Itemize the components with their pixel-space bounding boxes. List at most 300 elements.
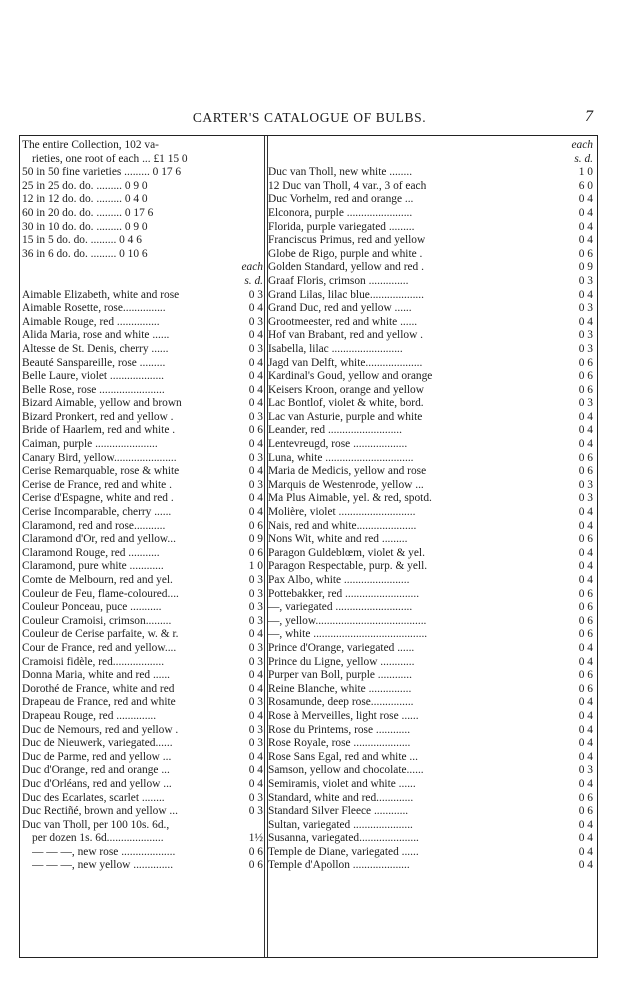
variety-price: 0 9 [578, 261, 593, 274]
catalogue-row [268, 832, 595, 846]
catalogue-row [268, 560, 595, 574]
catalogue-row [268, 778, 595, 792]
catalogue-row [268, 642, 595, 656]
variety-name: Bizard Aimable, yellow and brown [22, 397, 182, 410]
variety-name: Cramoisi fidèle, red.................. [22, 655, 165, 668]
variety-name: Florida, purple variegated ......... [268, 220, 415, 233]
variety-name: Couleur Ponceau, puce ........... [22, 601, 162, 614]
variety-price: 0 6 [248, 845, 263, 858]
catalogue-row [22, 683, 265, 697]
catalogue-row [22, 180, 265, 194]
catalogue-row [22, 724, 265, 738]
variety-price: 0 6 [578, 791, 593, 804]
variety-price: 0 4 [578, 546, 593, 559]
variety-price: 0 4 [248, 709, 263, 722]
catalogue-row [22, 479, 265, 493]
variety-name: — — —, new rose ................... [32, 845, 176, 858]
catalogue-row [268, 792, 595, 806]
variety-name: Comte de Melbourn, red and yel. [22, 574, 173, 586]
variety-name: Luna, white ............................... [268, 451, 414, 464]
catalogue-row [22, 193, 265, 207]
variety-name: Jagd van Delft, white.................... [268, 356, 423, 369]
variety-price: 0 3 [248, 574, 263, 586]
variety-price: 1½ [248, 832, 263, 845]
catalogue-row [268, 506, 595, 520]
catalogue-row [22, 248, 265, 262]
variety-price: 0 4 [578, 845, 593, 858]
catalogue-row [268, 261, 595, 275]
variety-price: 0 4 [578, 220, 593, 233]
catalogue-row [268, 357, 595, 371]
variety-name: Susanna, variegated..................... [268, 832, 419, 845]
variety-name: Aimable Rosette, rose............... [22, 302, 166, 315]
catalogue-row [268, 479, 595, 493]
catalogue-row [22, 846, 265, 860]
variety-price: 0 4 [248, 777, 263, 790]
catalogue-row [22, 656, 265, 670]
variety-name: Bride of Haarlem, red and white . [22, 424, 176, 437]
variety-name: Duc van Tholl, per 100 10s. 6d., [22, 818, 170, 831]
catalogue-row [22, 710, 265, 724]
variety-name: Prince du Ligne, yellow ............ [268, 655, 415, 668]
variety-name: Pax Albo, white ....................... [268, 574, 410, 586]
variety-price: 0 4 [248, 506, 263, 519]
catalogue-row [22, 628, 265, 642]
catalogue-row [268, 805, 595, 819]
variety-price: each [241, 261, 263, 274]
catalogue-table [19, 135, 598, 958]
variety-price: 0 3 [248, 655, 263, 668]
variety-name: Caiman, purple ...................... [22, 438, 158, 451]
variety-price: 0 4 [248, 302, 263, 315]
catalogue-row [268, 588, 595, 602]
variety-name: Keisers Kroon, orange and yellow [268, 383, 424, 396]
variety-price: 0 4 [248, 370, 263, 383]
catalogue-row [22, 751, 265, 765]
catalogue-row [22, 737, 265, 751]
catalogue-row [22, 357, 265, 371]
variety-name: Belle Rose, rose ....................... [22, 383, 165, 396]
catalogue-row [22, 166, 265, 180]
variety-name: per dozen 1s. 6d.................... [32, 832, 164, 845]
variety-price: 0 3 [248, 805, 263, 818]
variety-name: 60 in 20 do. do. ......... 0 17 6 [22, 206, 154, 219]
catalogue-row [268, 492, 595, 506]
catalogue-row [22, 642, 265, 656]
variety-price: 0 4 [578, 655, 593, 668]
variety-name: 50 in 50 fine varieties ......... 0 17 6 [22, 166, 182, 179]
variety-price: 0 4 [578, 438, 593, 451]
catalogue-row [22, 615, 265, 629]
variety-name: Graaf Floris, crimson .............. [268, 274, 409, 287]
variety-price: 0 6 [578, 370, 593, 383]
variety-price: 0 4 [578, 506, 593, 519]
variety-name: Canary Bird, yellow...................... [22, 451, 177, 464]
variety-price: 0 3 [578, 397, 593, 410]
variety-price: 0 3 [248, 342, 263, 355]
catalogue-row [268, 180, 595, 194]
catalogue-row [22, 805, 265, 819]
variety-name: Cerise Remarquable, rose & white [22, 465, 180, 478]
variety-price: 0 4 [248, 465, 263, 478]
catalogue-row [22, 778, 265, 792]
catalogue-row [268, 275, 595, 289]
variety-price: 0 3 [248, 478, 263, 491]
variety-name: —, variegated ........................... [268, 601, 413, 614]
catalogue-row [268, 547, 595, 561]
catalogue-row [268, 601, 595, 615]
variety-name: Aimable Rouge, red ............... [22, 315, 160, 328]
variety-price: 0 3 [248, 315, 263, 328]
catalogue-row [268, 751, 595, 765]
catalogue-row [22, 234, 265, 248]
page-title: CARTER'S CATALOGUE OF BULBS. [192, 110, 427, 125]
variety-price: 0 3 [248, 451, 263, 464]
catalogue-row [22, 153, 265, 167]
variety-price: 0 6 [248, 859, 263, 872]
variety-price: 0 4 [578, 410, 593, 423]
variety-price: 0 4 [248, 682, 263, 695]
variety-price: 0 3 [248, 737, 263, 750]
variety-price: 0 6 [578, 451, 593, 464]
variety-price: 0 3 [248, 791, 263, 804]
catalogue-row [22, 424, 265, 438]
catalogue-row [22, 275, 265, 289]
catalogue-row [22, 384, 265, 398]
variety-name: Duc des Ecarlates, scarlet ........ [22, 791, 165, 804]
catalogue-row [22, 669, 265, 683]
catalogue-row [22, 316, 265, 330]
catalogue-row [22, 221, 265, 235]
catalogue-row [268, 724, 595, 738]
catalogue-row [22, 560, 265, 574]
variety-name: 36 in 6 do. do. ......... 0 10 6 [22, 247, 148, 260]
variety-price: s. d. [574, 152, 593, 165]
catalogue-row [22, 588, 265, 602]
catalogue-row [268, 316, 595, 330]
variety-name: Grootmeester, red and white ...... [268, 315, 418, 328]
catalogue-row [268, 139, 595, 153]
variety-name: Cour de France, red and yellow.... [22, 641, 177, 654]
variety-name: Couleur de Cerise parfaite, w. & r. [22, 628, 179, 641]
variety-name: Claramond d'Or, red and yellow... [22, 533, 176, 546]
variety-name: Rosamunde, deep rose............... [268, 696, 414, 709]
variety-name: Cerise Incomparable, cherry ...... [22, 506, 172, 519]
catalogue-row [268, 819, 595, 833]
catalogue-row [22, 832, 265, 846]
variety-price: s. d. [244, 274, 263, 287]
variety-name: Cerise d'Espagne, white and red . [22, 492, 174, 505]
catalogue-row [268, 207, 595, 221]
variety-name: 25 in 25 do. do. ......... 0 9 0 [22, 179, 148, 192]
variety-price: 0 3 [248, 696, 263, 709]
catalogue-row [22, 465, 265, 479]
catalogue-row [22, 329, 265, 343]
catalogue-row [22, 520, 265, 534]
variety-name: Marquis de Westenrode, yellow ... [268, 478, 424, 491]
variety-name: Donna Maria, white and red ...... [22, 669, 171, 682]
variety-name: Drapeau Rouge, red .............. [22, 709, 157, 722]
variety-name: Drapeau de France, red and white [22, 696, 176, 709]
catalogue-row [22, 438, 265, 452]
catalogue-row [268, 683, 595, 697]
catalogue-row [22, 452, 265, 466]
catalogue-row [268, 465, 595, 479]
variety-price: 6 0 [578, 179, 593, 192]
variety-name: Ma Plus Aimable, yel. & red, spotd. [268, 492, 432, 505]
variety-price: 0 3 [248, 410, 263, 423]
variety-price: 0 4 [248, 329, 263, 342]
variety-price: 0 4 [578, 288, 593, 301]
catalogue-row [268, 615, 595, 629]
catalogue-row [268, 520, 595, 534]
variety-name: Claramond, pure white ............ [22, 560, 164, 573]
catalogue-row [22, 859, 265, 873]
variety-price: each [571, 139, 593, 151]
variety-name: Duc d'Orléans, red and yellow ... [22, 777, 172, 790]
variety-price: 0 6 [248, 546, 263, 559]
catalogue-row [268, 846, 595, 860]
catalogue-row [22, 302, 265, 316]
variety-name: Duc Vorhelm, red and orange ... [268, 193, 414, 206]
catalogue-row [22, 533, 265, 547]
variety-price: 0 3 [578, 302, 593, 315]
catalogue-row [22, 574, 265, 588]
catalogue-row [22, 289, 265, 303]
variety-name: Lentevreugd, rose ................... [268, 438, 408, 451]
variety-price: 0 6 [578, 356, 593, 369]
catalogue-row [268, 574, 595, 588]
variety-price: 0 3 [578, 329, 593, 342]
variety-price: 0 4 [578, 832, 593, 845]
catalogue-row [268, 452, 595, 466]
catalogue-row [268, 193, 595, 207]
variety-price: 1 0 [578, 166, 593, 179]
variety-price: 0 4 [248, 764, 263, 777]
variety-name: The entire Collection, 102 va- [22, 139, 159, 151]
variety-name: Rose du Printems, rose ............ [268, 723, 411, 736]
variety-price: 0 6 [578, 587, 593, 600]
variety-price: 0 4 [248, 669, 263, 682]
variety-name: Molière, violet ........................... [268, 506, 416, 519]
variety-name: Claramond Rouge, red ........... [22, 546, 160, 559]
catalogue-row [268, 696, 595, 710]
variety-name: Temple de Diane, variegated ...... [268, 845, 419, 858]
variety-price: 0 6 [578, 465, 593, 478]
variety-name: Rose Royale, rose .................... [268, 737, 411, 750]
variety-price: 0 4 [248, 438, 263, 451]
catalogue-row [22, 506, 265, 520]
variety-name: Hof van Brabant, red and yellow . [268, 329, 423, 342]
catalogue-row [22, 261, 265, 275]
catalogue-row [22, 601, 265, 615]
variety-name: Standard, white and red............. [268, 791, 414, 804]
left-column [22, 139, 265, 873]
variety-price: 0 4 [578, 777, 593, 790]
variety-name: Nais, red and white..................... [268, 519, 417, 532]
catalogue-row [22, 792, 265, 806]
catalogue-row [22, 397, 265, 411]
catalogue-row [268, 710, 595, 724]
variety-name: Duc d'Orange, red and orange ... [22, 764, 170, 777]
variety-price: 0 4 [578, 737, 593, 750]
variety-price: 0 3 [248, 288, 263, 301]
variety-name: Prince d'Orange, variegated ...... [268, 641, 415, 654]
variety-price: 0 6 [578, 533, 593, 546]
variety-price: 0 4 [248, 383, 263, 396]
catalogue-row [268, 424, 595, 438]
catalogue-row [22, 492, 265, 506]
variety-name: Dorothé de France, white and red [22, 682, 175, 695]
variety-name: Nons Wit, white and red ......... [268, 533, 408, 546]
variety-price: 0 3 [578, 274, 593, 287]
variety-price: 0 3 [248, 723, 263, 736]
variety-name: Duc de Nieuwerk, variegated...... [22, 737, 173, 750]
variety-name: Leander, red .......................... [268, 424, 402, 437]
catalogue-row [268, 384, 595, 398]
variety-name: Maria de Medicis, yellow and rose [268, 465, 427, 478]
variety-name: Rose Sans Egal, red and white ... [268, 750, 418, 763]
variety-name: Alida Maria, rose and white ...... [22, 329, 170, 342]
variety-price: 0 4 [578, 750, 593, 763]
variety-name: Franciscus Primus, red and yellow [268, 234, 426, 247]
page-number: 7 [585, 108, 593, 125]
variety-name: Claramond, red and rose........... [22, 519, 166, 532]
variety-price: 0 3 [248, 614, 263, 627]
catalogue-row [22, 370, 265, 384]
catalogue-row [268, 533, 595, 547]
variety-price: 0 6 [578, 601, 593, 614]
catalogue-row [268, 166, 595, 180]
variety-name: Aimable Elizabeth, white and rose [22, 288, 180, 301]
catalogue-row [22, 411, 265, 425]
catalogue-row [22, 696, 265, 710]
variety-name: —, white ........................................ [268, 628, 428, 641]
variety-name: Elconora, purple ....................... [268, 206, 413, 219]
variety-price: 0 4 [248, 750, 263, 763]
variety-name: —, yellow....................................... [268, 614, 427, 627]
variety-price: 0 6 [578, 614, 593, 627]
variety-name: Duc Rectiñé, brown and yellow ... [22, 805, 178, 818]
catalogue-row [268, 153, 595, 167]
variety-name: Isabella, lilac ......................... [268, 342, 403, 355]
catalogue-row [268, 234, 595, 248]
variety-name: Rose à Merveilles, light rose ...... [268, 709, 419, 722]
variety-name: Lac Bontlof, violet & white, bord. [268, 397, 424, 410]
catalogue-row [268, 656, 595, 670]
page-header [22, 108, 597, 130]
catalogue-row [268, 764, 595, 778]
variety-name: Beauté Sanspareille, rose ......... [22, 356, 166, 369]
variety-name: Altesse de St. Denis, cherry ...... [22, 342, 169, 355]
variety-price: 0 6 [248, 424, 263, 437]
catalogue-row [268, 438, 595, 452]
variety-name: Grand Duc, red and yellow ...... [268, 302, 412, 315]
catalogue-row [268, 669, 595, 683]
variety-price: 0 4 [578, 641, 593, 654]
variety-price: 0 6 [578, 628, 593, 641]
variety-price: 0 4 [578, 859, 593, 872]
variety-price: 0 3 [578, 342, 593, 355]
catalogue-row [268, 343, 595, 357]
variety-name: Kardinal's Goud, yellow and orange [268, 370, 433, 383]
variety-price: 0 6 [578, 247, 593, 260]
variety-name: Globe de Rigo, purple and white . [268, 247, 423, 260]
variety-name: 30 in 10 do. do. ......... 0 9 0 [22, 220, 148, 233]
variety-price: 0 4 [248, 492, 263, 505]
variety-name: Duc de Nemours, red and yellow . [22, 723, 179, 736]
variety-name: Couleur de Feu, flame-coloured.... [22, 587, 179, 600]
variety-price: 0 3 [248, 587, 263, 600]
catalogue-row [268, 370, 595, 384]
variety-price: 0 3 [578, 492, 593, 505]
variety-name: 12 in 12 do. do. ......... 0 4 0 [22, 193, 148, 206]
variety-name: Couleur Cramoisi, crimson......... [22, 614, 172, 627]
variety-price: 0 4 [578, 193, 593, 206]
variety-price: 0 4 [578, 574, 593, 586]
variety-price: 0 3 [248, 601, 263, 614]
variety-price: 0 9 [248, 533, 263, 546]
catalogue-row [268, 302, 595, 316]
catalogue-row [268, 411, 595, 425]
catalogue-row [268, 397, 595, 411]
variety-price: 0 3 [578, 478, 593, 491]
variety-name: — — —, new yellow .............. [32, 859, 174, 872]
variety-name: Sultan, variegated ..................... [268, 818, 413, 831]
catalogue-row [268, 628, 595, 642]
catalogue-row [22, 547, 265, 561]
catalogue-row [22, 819, 265, 833]
variety-price: 0 4 [578, 723, 593, 736]
variety-price: 0 4 [248, 356, 263, 369]
variety-price: 0 4 [578, 818, 593, 831]
catalogue-row [22, 764, 265, 778]
variety-price: 0 4 [578, 709, 593, 722]
variety-price: 0 6 [578, 805, 593, 818]
variety-name: Belle Laure, violet ................... [22, 370, 165, 383]
variety-price: 0 4 [578, 519, 593, 532]
variety-price: 0 4 [578, 206, 593, 219]
variety-name: Duc van Tholl, new white ........ [268, 166, 413, 179]
variety-name: Paragon Guldeblœm, violet & yel. [268, 546, 425, 559]
variety-name: Pottebakker, red .......................... [268, 587, 420, 600]
catalogue-row [22, 343, 265, 357]
variety-name: Samson, yellow and chocolate...... [268, 764, 424, 777]
variety-name: Standard Silver Fleece ............ [268, 805, 409, 818]
variety-name: Cerise de France, red and white . [22, 478, 172, 491]
variety-price: 0 6 [578, 669, 593, 682]
variety-name: Paragon Respectable, purp. & yell. [268, 560, 428, 573]
catalogue-row [268, 329, 595, 343]
variety-price: 0 4 [578, 315, 593, 328]
variety-price: 0 4 [578, 560, 593, 573]
variety-price: 0 4 [248, 628, 263, 641]
catalogue-row [268, 859, 595, 873]
right-column [268, 139, 595, 873]
variety-price: 0 3 [578, 764, 593, 777]
variety-name: Temple d'Apollon .................... [268, 859, 410, 872]
catalogue-row [268, 248, 595, 262]
catalogue-row [22, 139, 265, 153]
variety-name: Golden Standard, yellow and red . [268, 261, 424, 274]
variety-name: Grand Lilas, lilac blue................... [268, 288, 424, 301]
variety-name: 12 Duc van Tholl, 4 var., 3 of each [268, 179, 427, 192]
variety-name: Reine Blanche, white ............... [268, 682, 412, 695]
variety-price: 1 0 [248, 560, 263, 573]
variety-price: 0 6 [248, 519, 263, 532]
catalogue-row [268, 221, 595, 235]
variety-price: 0 4 [248, 397, 263, 410]
